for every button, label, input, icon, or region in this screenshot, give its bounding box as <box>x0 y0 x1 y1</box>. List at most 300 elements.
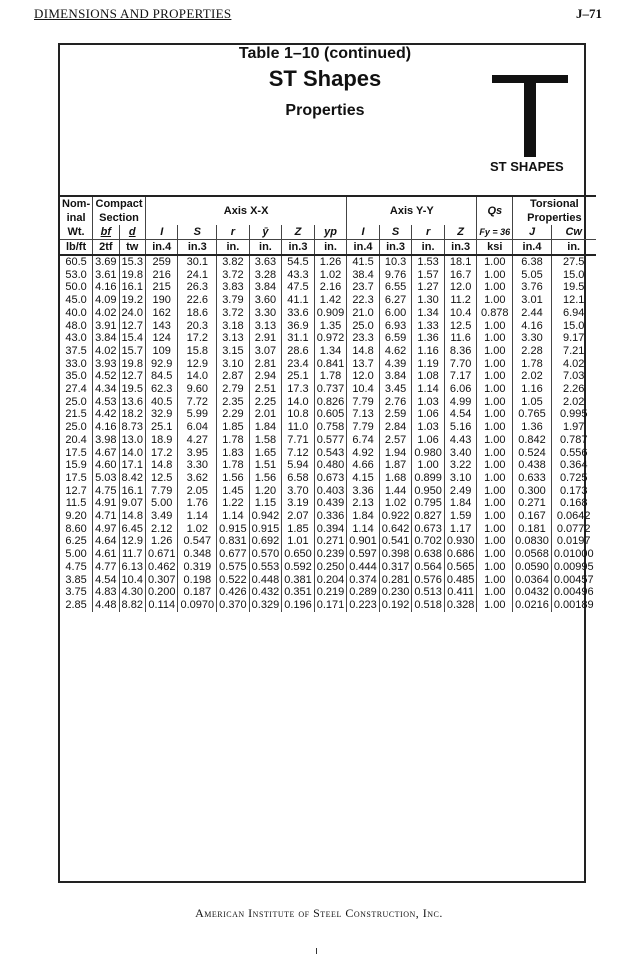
table-cell: 1.78 <box>217 434 250 447</box>
table-cell: 1.06 <box>412 434 445 447</box>
table-cell: 8.73 <box>119 421 145 434</box>
table-cell: 60.5 <box>65 256 87 268</box>
table-cell: 0.281 <box>379 574 412 587</box>
table-cell: 1.85 <box>217 421 250 434</box>
table-cell: 0.842 <box>513 434 552 447</box>
table-cell: 1.00 <box>477 396 513 409</box>
publisher-footer: American Institute of Steel Construction, Inc. <box>195 906 443 920</box>
table-cell: 6.38 <box>513 255 552 269</box>
table-cell: 1.00 <box>477 447 513 460</box>
table-cell: 0.592 <box>282 561 315 574</box>
table-cell: 4.75 <box>65 560 87 573</box>
table-cell: 2.16 <box>314 281 347 294</box>
table-cell: 30.1 <box>178 255 217 269</box>
table-row <box>60 345 596 358</box>
table-cell: 0.605 <box>314 408 347 421</box>
table-cell: 1.94 <box>379 447 412 460</box>
table-cell: 6.94 <box>551 307 595 320</box>
table-cell: 1.00 <box>477 548 513 561</box>
table-cell: 3.19 <box>282 497 315 510</box>
table-cell: 1.00 <box>477 358 513 371</box>
table-cell: 3.36 <box>347 485 380 498</box>
table-cell: 14.0 <box>119 447 145 460</box>
table-cell: 9.76 <box>379 269 412 282</box>
table-cell: 1.59 <box>444 510 477 523</box>
page-tick <box>316 948 317 954</box>
table-cell: 0.570 <box>249 548 282 561</box>
unit-cell: in. <box>217 240 250 256</box>
table-cell: 19.8 <box>119 358 145 371</box>
table-cell: 1.14 <box>347 523 380 536</box>
table-cell: 1.83 <box>217 447 250 460</box>
table-cell: 143 <box>145 320 178 333</box>
table-cell: 11.5 <box>65 497 87 510</box>
table-cell: 53.0 <box>65 268 87 281</box>
table-cell: 0.0590 <box>513 561 552 574</box>
table-cell: 3.75 <box>65 586 87 599</box>
table-cell: 15.3 <box>119 255 145 269</box>
table-cell: 4.30 <box>119 586 145 599</box>
header-sym-ry: r <box>412 225 445 240</box>
table-cell: 0.765 <box>513 408 552 421</box>
table-cell: 7.03 <box>551 370 595 383</box>
table-row <box>60 370 596 383</box>
unit-cell: in. <box>314 240 347 256</box>
table-cell: 18.9 <box>145 434 178 447</box>
table-row <box>60 255 596 269</box>
table-cell: 0.223 <box>347 599 380 612</box>
table-cell: 3.72 <box>217 307 250 320</box>
table-cell: 1.26 <box>145 535 178 548</box>
table-cell: 3.76 <box>513 281 552 294</box>
table-cell: 15.4 <box>119 332 145 345</box>
table-cell: 50.0 <box>65 281 87 294</box>
table-cell: 5.99 <box>178 408 217 421</box>
header-axis-y: Axis Y-Y <box>347 196 477 225</box>
table-cell: 0.0830 <box>513 535 552 548</box>
table-cell: 0.300 <box>513 485 552 498</box>
table-cell: 1.42 <box>314 294 347 307</box>
table-cell: 1.00 <box>412 459 445 472</box>
table-cell: 2.07 <box>282 510 315 523</box>
table-cell: 2.59 <box>379 408 412 421</box>
table-cell: 14.0 <box>178 370 217 383</box>
table-cell: 2.79 <box>217 383 250 396</box>
table-cell: 1.68 <box>379 472 412 485</box>
table-cell: 0.00189 <box>551 599 595 612</box>
unit-cell: ksi <box>477 240 513 256</box>
table-cell: 3.13 <box>249 320 282 333</box>
table-row <box>60 294 596 307</box>
table-cell: 6.06 <box>444 383 477 396</box>
header-compact-1: Compact <box>93 196 146 211</box>
table-row <box>60 574 596 587</box>
table-cell: 1.85 <box>282 523 315 536</box>
table-cell: 11.7 <box>119 548 145 561</box>
table-cell: 19.5 <box>119 383 145 396</box>
table-cell: 41.5 <box>347 255 380 269</box>
table-cell: 35.0 <box>65 370 87 383</box>
table-cell: 9.20 <box>65 510 87 523</box>
unit-cell: in.4 <box>347 240 380 256</box>
table-cell: 0.725 <box>551 472 595 485</box>
table-cell: 4.67 <box>93 447 119 460</box>
table-cell: 33.6 <box>282 307 315 320</box>
table-cell: 17.3 <box>282 383 315 396</box>
table-cell: 1.00 <box>477 370 513 383</box>
table-cell: 3.63 <box>249 255 282 269</box>
table-cell: 0.787 <box>551 434 595 447</box>
table-cell: 0.219 <box>314 586 347 599</box>
table-cell: 0.370 <box>217 599 250 612</box>
unit-cell: lb/ft <box>60 240 93 256</box>
table-cell: 0.899 <box>412 472 445 485</box>
table-cell: 1.45 <box>217 485 250 498</box>
table-cell: 45.0 <box>65 294 87 307</box>
header-sym-bf: bf <box>93 225 119 240</box>
table-cell: 0.239 <box>314 548 347 561</box>
table-cell: 1.56 <box>249 472 282 485</box>
table-row <box>60 358 596 371</box>
table-cell: 13.0 <box>119 434 145 447</box>
table-cell: 4.91 <box>93 497 119 510</box>
table-cell: 2.49 <box>444 485 477 498</box>
table-cell: 4.75 <box>93 485 119 498</box>
header-sym-ybar: ȳ <box>249 225 282 240</box>
table-cell: 3.84 <box>249 281 282 294</box>
table-cell: 11.0 <box>282 421 315 434</box>
table-cell: 0.00995 <box>551 561 595 574</box>
table-cell: 1.00 <box>477 281 513 294</box>
table-cell: 14.8 <box>119 510 145 523</box>
table-cell: 16.1 <box>119 485 145 498</box>
table-cell: 13.6 <box>119 396 145 409</box>
table-cell: 1.00 <box>477 586 513 599</box>
table-cell: 6.59 <box>379 332 412 345</box>
table-cell: 0.553 <box>249 561 282 574</box>
table-cell: 0.167 <box>513 510 552 523</box>
table-cell: 16.1 <box>119 281 145 294</box>
table-cell: 0.289 <box>347 586 380 599</box>
table-cell: 24.1 <box>178 269 217 282</box>
table-cell: 1.22 <box>217 497 250 510</box>
table-cell: 0.480 <box>314 459 347 472</box>
unit-cell: in.3 <box>282 240 315 256</box>
header-sym-fy: Fy = 36 <box>477 225 513 240</box>
table-cell: 0.547 <box>178 535 217 548</box>
table-cell: 0.230 <box>379 586 412 599</box>
table-cell: 18.1 <box>444 255 477 269</box>
table-row <box>60 599 596 612</box>
table-cell: 11.6 <box>444 332 477 345</box>
table-cell: 0.878 <box>477 307 513 320</box>
page-number: J–71 <box>576 6 602 21</box>
table-cell: 0.173 <box>551 485 595 498</box>
table-cell: 0.597 <box>347 548 380 561</box>
table-cell: 3.82 <box>217 255 250 269</box>
table-cell: 3.10 <box>217 358 250 371</box>
header-sym-ix: I <box>145 225 178 240</box>
table-cell: 0.348 <box>178 548 217 561</box>
table-cell: 1.65 <box>249 447 282 460</box>
table-cell: 4.64 <box>93 535 119 548</box>
table-cell: 0.0772 <box>551 523 595 536</box>
table-cell: 4.42 <box>93 408 119 421</box>
table-cell: 6.55 <box>379 281 412 294</box>
table-row <box>60 472 596 485</box>
table-cell: 1.51 <box>249 459 282 472</box>
table-cell: 8.36 <box>444 345 477 358</box>
table-cell: 15.0 <box>551 269 595 282</box>
table-cell: 2.02 <box>513 370 552 383</box>
table-cell: 25.1 <box>145 421 178 434</box>
header-nominal-3: Wt. <box>60 225 93 240</box>
table-cell: 0.518 <box>412 599 445 612</box>
table-cell: 21.0 <box>347 307 380 320</box>
table-cell: 4.16 <box>513 320 552 333</box>
table-cell: 5.00 <box>145 497 178 510</box>
table-cell: 0.198 <box>178 574 217 587</box>
table-cell: 7.79 <box>145 485 178 498</box>
table-cell: 0.432 <box>249 586 282 599</box>
table-cell: 10.4 <box>119 574 145 587</box>
table-cell: 0.403 <box>314 485 347 498</box>
table-cell: 0.200 <box>145 586 178 599</box>
table-cell: 4.53 <box>93 396 119 409</box>
table-cell: 2.94 <box>249 370 282 383</box>
table-cell: 15.8 <box>178 345 217 358</box>
table-row <box>60 447 596 460</box>
table-cell: 1.02 <box>314 269 347 282</box>
table-cell: 259 <box>145 255 178 269</box>
table-cell: 1.87 <box>379 459 412 472</box>
table-cell: 3.60 <box>249 294 282 307</box>
table-cell: 1.76 <box>178 497 217 510</box>
table-cell: 7.72 <box>178 396 217 409</box>
table-cell: 6.58 <box>282 472 315 485</box>
table-row <box>60 408 596 421</box>
header-sym-rx: r <box>217 225 250 240</box>
table-cell: 1.34 <box>314 345 347 358</box>
table-cell: 2.05 <box>178 485 217 498</box>
table-cell: 1.01 <box>282 535 315 548</box>
table-cell: 6.45 <box>119 523 145 536</box>
table-cell: 12.1 <box>551 294 595 307</box>
table-row <box>60 421 596 434</box>
table-cell: 1.27 <box>412 281 445 294</box>
shape-label: ST SHAPES <box>490 159 564 174</box>
table-cell: 17.1 <box>119 459 145 472</box>
table-cell: 0.307 <box>145 574 178 587</box>
table-cell: 1.00 <box>477 408 513 421</box>
table-cell: 12.7 <box>65 484 87 497</box>
table-cell: 1.00 <box>477 535 513 548</box>
table-cell: 7.21 <box>551 345 595 358</box>
header-sym-d: d <box>119 225 145 240</box>
table-cell: 6.74 <box>347 434 380 447</box>
table-cell: 1.84 <box>347 510 380 523</box>
table-cell: 0.485 <box>444 574 477 587</box>
table-cell: 4.02 <box>93 307 119 320</box>
table-cell: 2.44 <box>513 307 552 320</box>
table-cell: 4.48 <box>93 599 119 612</box>
table-cell: 3.15 <box>217 345 250 358</box>
table-cell: 1.00 <box>477 269 513 282</box>
table-cell: 3.61 <box>93 269 119 282</box>
table-cell: 0.319 <box>178 561 217 574</box>
table-cell: 0.271 <box>513 497 552 510</box>
table-subtitle: Properties <box>285 102 365 119</box>
table-cell: 3.49 <box>145 510 178 523</box>
table-cell: 0.942 <box>249 510 282 523</box>
table-cell: 0.114 <box>145 599 178 612</box>
table-cell: 0.426 <box>217 586 250 599</box>
table-cell: 27.5 <box>551 255 595 269</box>
table-cell: 0.0642 <box>551 510 595 523</box>
table-cell: 25.0 <box>65 395 87 408</box>
unit-cell: in.4 <box>145 240 178 256</box>
table-row <box>60 586 596 599</box>
table-cell: 0.972 <box>314 332 347 345</box>
table-cell: 0.922 <box>379 510 412 523</box>
table-cell: 1.00 <box>477 255 513 269</box>
table-row <box>60 548 596 561</box>
table-cell: 0.0970 <box>178 599 217 612</box>
table-cell: 3.30 <box>178 459 217 472</box>
table-cell: 23.7 <box>347 281 380 294</box>
table-cell: 3.13 <box>217 332 250 345</box>
table-cell: 1.00 <box>477 497 513 510</box>
table-cell: 1.97 <box>551 421 595 434</box>
table-cell: 1.78 <box>217 459 250 472</box>
table-cell: 0.915 <box>249 523 282 536</box>
table-cell: 0.677 <box>217 548 250 561</box>
table-cell: 6.27 <box>379 294 412 307</box>
table-cell: 2.91 <box>249 332 282 345</box>
table-cell: 1.00 <box>477 383 513 396</box>
table-cell: 2.87 <box>217 370 250 383</box>
table-cell: 1.84 <box>444 497 477 510</box>
table-cell: 1.00 <box>477 510 513 523</box>
table-cell: 0.0568 <box>513 548 552 561</box>
table-cell: 0.633 <box>513 472 552 485</box>
table-cell: 0.564 <box>412 561 445 574</box>
table-cell: 0.673 <box>314 472 347 485</box>
table-row <box>60 459 596 472</box>
table-cell: 3.40 <box>444 447 477 460</box>
table-cell: 1.00 <box>477 599 513 612</box>
unit-cell: tw <box>119 240 145 256</box>
table-cell: 2.51 <box>249 383 282 396</box>
table-cell: 0.448 <box>249 574 282 587</box>
table-cell: 3.45 <box>379 383 412 396</box>
table-cell: 9.07 <box>119 497 145 510</box>
table-cell: 7.79 <box>347 396 380 409</box>
table-cell: 10.8 <box>282 408 315 421</box>
table-cell: 1.02 <box>379 497 412 510</box>
table-cell: 0.575 <box>217 561 250 574</box>
table-cell: 10.3 <box>379 255 412 269</box>
table-cell: 28.6 <box>282 345 315 358</box>
table-cell: 3.72 <box>217 269 250 282</box>
table-row <box>60 523 596 536</box>
table-cell: 4.15 <box>347 472 380 485</box>
table-cell: 3.18 <box>217 320 250 333</box>
table-row <box>60 497 596 510</box>
table-cell: 4.92 <box>347 447 380 460</box>
table-cell: 2.01 <box>249 408 282 421</box>
table-cell: 0.439 <box>314 497 347 510</box>
table-cell: 1.14 <box>217 510 250 523</box>
table-cell: 5.05 <box>513 269 552 282</box>
table-cell: 3.62 <box>178 472 217 485</box>
unit-cell: 2tf <box>93 240 119 256</box>
table-cell: 4.02 <box>93 345 119 358</box>
table-cell: 4.52 <box>93 370 119 383</box>
table-cell: 2.29 <box>217 408 250 421</box>
table-cell: 0.250 <box>314 561 347 574</box>
table-row <box>60 561 596 574</box>
table-cell: 20.4 <box>65 433 87 446</box>
table-cell: 0.650 <box>282 548 315 561</box>
table-cell: 3.85 <box>65 573 87 586</box>
table-cell: 11.2 <box>444 294 477 307</box>
table-cell: 1.00 <box>477 561 513 574</box>
properties-table <box>60 195 596 612</box>
table-cell: 4.27 <box>178 434 217 447</box>
header-sym-sx: S <box>178 225 217 240</box>
header-sym-j: J <box>513 225 552 240</box>
table-cell: 0.692 <box>249 535 282 548</box>
table-cell: 12.9 <box>178 358 217 371</box>
table-cell: 5.16 <box>444 421 477 434</box>
table-cell: 1.34 <box>412 307 445 320</box>
table-cell: 13.7 <box>347 358 380 371</box>
table-row <box>60 535 596 548</box>
table-row <box>60 434 596 447</box>
table-cell: 1.56 <box>217 472 250 485</box>
table-cell: 0.394 <box>314 523 347 536</box>
table-cell: 8.82 <box>119 599 145 612</box>
table-cell: 0.576 <box>412 574 445 587</box>
table-cell: 0.950 <box>412 485 445 498</box>
table-cell: 3.93 <box>93 358 119 371</box>
table-cell: 1.36 <box>412 332 445 345</box>
table-cell: 0.0432 <box>513 586 552 599</box>
table-cell: 0.577 <box>314 434 347 447</box>
table-cell: 3.01 <box>513 294 552 307</box>
table-cell: 8.60 <box>65 522 87 535</box>
table-cell: 19.5 <box>551 281 595 294</box>
header-sym-yp: yp <box>314 225 347 240</box>
table-cell: 8.42 <box>119 472 145 485</box>
table-cell: 6.00 <box>379 307 412 320</box>
table-cell: 1.15 <box>249 497 282 510</box>
table-cell: 4.77 <box>93 561 119 574</box>
table-cell: 3.98 <box>93 434 119 447</box>
table-cell: 4.02 <box>551 358 595 371</box>
table-cell: 0.565 <box>444 561 477 574</box>
table-cell: 0.638 <box>412 548 445 561</box>
table-cell: 0.381 <box>282 574 315 587</box>
table-cell: 15.7 <box>119 345 145 358</box>
table-cell: 1.20 <box>249 485 282 498</box>
table-cell: 0.673 <box>412 523 445 536</box>
table-cell: 4.66 <box>347 459 380 472</box>
table-cell: 1.33 <box>412 320 445 333</box>
t-shape-icon <box>492 75 568 157</box>
table-cell: 4.62 <box>379 345 412 358</box>
